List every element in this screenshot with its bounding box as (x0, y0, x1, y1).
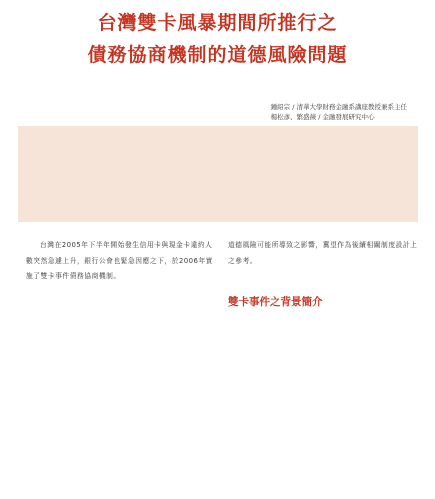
abstract-box (18, 126, 418, 222)
section-heading: 雙卡事件之背景簡介 (228, 296, 323, 308)
right-column-top-text: 道德風險可能所導致之影響，冀望作為後續相關制度設計上之參考。 (228, 241, 418, 265)
left-column (26, 238, 218, 285)
page-title-line-2: 債務協商機制的道德風險問題 (87, 44, 348, 66)
author-line-2: 楊松彥、繁盛薇 / 金融發展研究中心 (270, 113, 375, 121)
author-block (271, 102, 407, 122)
page-title-line-1: 台灣雙卡風暴期間所推行之 (97, 12, 338, 34)
left-column-text: 台灣在2005年下半年開始發生信用卡與現金卡違約人數突然急遽上升，銀行公會也緊急因應之下，於2006年實施了雙卡事件債務協商機制。 (26, 241, 214, 281)
right-column-top (228, 238, 420, 269)
author-line-1: 鍾紹宗 / 清華大學財務金融系講座教授兼系主任 (270, 103, 407, 111)
